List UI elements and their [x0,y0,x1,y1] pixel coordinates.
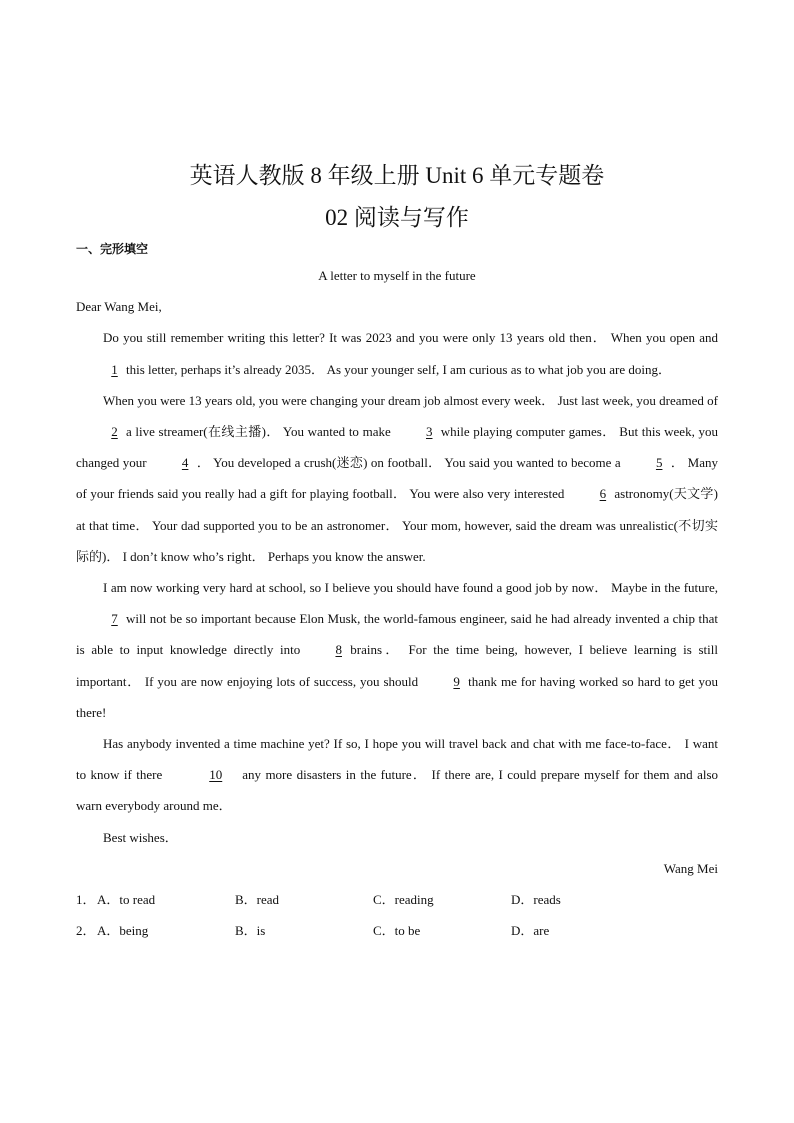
option-d: D．reads [511,892,561,908]
text-segment: When you were 13 years old, you were changing your dream job almost every week． Just last week, you dreamed of [103,392,718,408]
document-title: 英语人教版 8 年级上册 Unit 6 单元专题卷 [189,163,605,188]
question-number: 2． [76,923,96,939]
option-a: A．being [97,923,149,939]
blank-5: 5 [655,455,663,471]
text-segment: a live streamer(在线主播)． You wanted to make [126,424,391,440]
blank-1: 1 [111,361,118,377]
paragraph-2 [76,385,718,572]
option-a: A．to read [97,892,156,908]
text-segment: will not be so important because Elon Musk, the world-famous engineer, said he had already invented a chip that is able to input knowledge directly into [76,611,718,658]
passage-title: A letter to myself in the future [318,268,476,283]
blank-8: 8 [335,642,342,658]
question-number: 1． [76,892,96,908]
text-segment: astronomy(天文学) at that time． Your dad supported you to be an astronomer． Your mom, however, said the dream was unrealistic(不切实际的)． I don’t know who’s right． Perhaps you know the answer. [76,486,718,564]
blank-6: 6 [599,486,607,502]
text-segment: brains． For the time being, however, I believe learning is still important． If you are now enjoying lots of success, you should [76,642,718,689]
text-segment: while playing computer games． But this week, you changed your [76,424,718,471]
text-segment: this letter, perhaps it’s already 2035． As your younger self, I am curious as to what job you are doing． [126,361,672,377]
document-subtitle: 02 阅读与写作 [325,205,469,230]
option-c: C．reading [373,892,434,908]
letter-greeting: Dear Wang Mei, [76,299,162,315]
option-c: C．to be [373,923,421,939]
option-d: D．are [511,923,550,939]
question-2 [76,915,718,946]
text-segment: Do you still remember writing this letter? It was 2023 and you were only 13 years old then． When you open and [103,330,718,346]
blank-2: 2 [111,424,118,440]
letter-closing: Best wishes． [103,829,178,845]
text-segment: Has anybody invented a time machine yet? If so, I hope you will travel back and chat with me face-to-face． I want to know if there [76,736,718,783]
text-segment: ． You developed a crush(迷恋) on football． You said you wanted to become a [196,455,621,471]
option-b: B．is [235,923,266,939]
blank-3: 3 [425,424,433,440]
blank-4: 4 [181,455,189,471]
blank-10: 10 [209,767,223,783]
paragraph-1 [76,322,718,384]
text-segment: any more disasters in the future． If there are, I could prepare myself for them and also warn everybody around me． [76,767,719,814]
paragraph-3 [76,572,718,728]
blank-9: 9 [453,673,460,689]
option-b: B．read [235,892,280,908]
question-1 [76,884,718,915]
text-segment: ． Many of your friends said you really had a gift for playing football． You were also very interested [76,455,718,502]
passage [76,260,718,946]
text-segment: I am now working very hard at school, so I believe you should have found a good job by now． Maybe in the future, [103,580,718,596]
letter-signature: Wang Mei [663,860,718,876]
section-heading: 一、完形填空 [76,242,149,256]
blank-7: 7 [111,611,118,627]
paragraph-4 [76,728,718,822]
text-segment: thank me for having worked so hard to get you there! [76,673,718,720]
